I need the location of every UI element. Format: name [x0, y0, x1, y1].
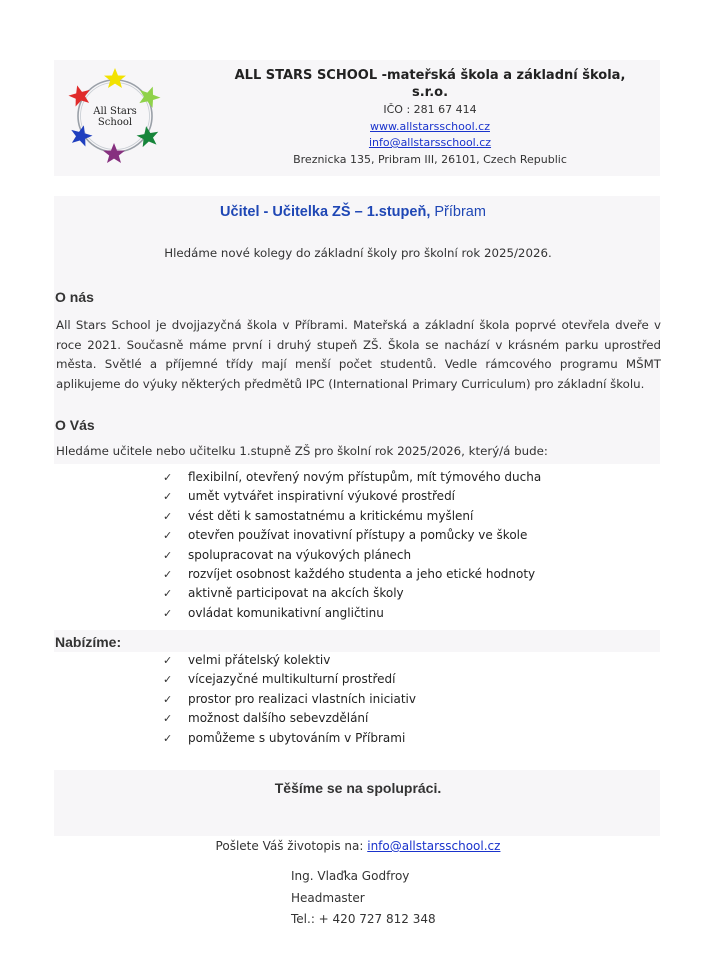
school-name: ALL STARS SCHOOL -mateřská škola a základní škola, s.r.o.	[234, 68, 626, 100]
list-item	[163, 670, 416, 689]
check-icon: ✓	[163, 673, 173, 687]
list-item-text: otevřen používat inovativní přístupy a pomůcky ve škole	[188, 528, 528, 543]
job-title-main: Učitel - Učitelka ZŠ – 1.stupeň,	[220, 204, 431, 220]
job-title	[0, 204, 706, 220]
check-icon: ✓	[163, 712, 173, 726]
check-icon: ✓	[163, 587, 173, 601]
check-icon: ✓	[163, 529, 173, 543]
check-icon: ✓	[163, 509, 173, 523]
signature-role: Headmaster	[291, 891, 365, 905]
list-item	[163, 651, 416, 670]
list-item-text: rozvíjet osobnost každého studenta a jeho etické hodnoty	[188, 566, 536, 581]
check-icon: ✓	[163, 471, 173, 484]
list-item-text: velmi přátelský kolektiv	[188, 653, 331, 667]
star-light-green-icon	[136, 83, 164, 109]
check-icon: ✓	[163, 606, 173, 620]
logo-text-1: All Stars	[93, 106, 137, 117]
star-yellow-icon	[104, 68, 126, 88]
list-item	[163, 546, 541, 565]
cv-email-link[interactable]: info@allstarsschool.cz	[367, 839, 501, 853]
star-purple-icon	[103, 143, 125, 163]
you-text: Hledáme učitele nebo učitelku 1.stupně ZŠ pro školní rok 2025/2026, který/á bude:	[56, 444, 548, 458]
signature-name: Ing. Vlaďka Godfroy	[291, 869, 410, 883]
signature-phone: Tel.: + 420 727 812 348	[291, 912, 436, 926]
company-id: IČO : 281 67 414	[383, 103, 477, 116]
list-item	[163, 604, 541, 623]
list-item	[163, 565, 541, 584]
list-item-text: pomůžeme s ubytováním v Příbrami	[188, 730, 406, 745]
list-item-text: flexibilní, otevřený novým přístupům, mít týmového ducha	[188, 470, 542, 484]
letterhead	[230, 68, 630, 168]
check-icon: ✓	[163, 654, 173, 667]
list-item-text: ovládat komunikativní angličtinu	[188, 605, 384, 620]
about-text: All Stars School je dvojjazyčná škola v Příbrami. Mateřská a základní škola poprvé otevřela dveře v roce 2021. Současně máme první i druhý stupeň ZŠ. Škola se nachází v krásném parku uprostřed města. Světlé a příjemné třídy mají menší počet studentů. Vedle rámcového programu MŠMT aplikujeme do výuky některých předmětů IPC (International Primary Curriculum) pro základní školu.	[56, 318, 661, 392]
requirements-list	[163, 468, 541, 623]
list-item-text: aktivně participovat na akcích školy	[188, 586, 404, 601]
cv-prefix: Pošlete Váš životopis na:	[215, 839, 368, 853]
list-item	[163, 487, 541, 506]
check-icon: ✓	[163, 731, 173, 745]
check-icon: ✓	[163, 490, 173, 504]
cv-line	[0, 839, 706, 853]
list-item-text: možnost dalšího sebevzdělání	[188, 711, 369, 726]
check-icon: ✓	[163, 548, 173, 562]
list-item	[163, 526, 541, 545]
address: Breznicka 135, Pribram III, 26101, Czech Republic	[293, 152, 567, 166]
school-logo	[62, 64, 168, 168]
list-item-text: prostor pro realizaci vlastních iniciativ	[188, 691, 416, 706]
list-item	[163, 584, 541, 603]
list-item-text: spolupracovat na výukových plánech	[188, 547, 412, 562]
list-item	[163, 468, 541, 487]
list-item	[163, 507, 541, 526]
offer-heading: Nabízíme:	[55, 634, 122, 650]
job-location: Příbram	[430, 204, 486, 220]
list-item	[163, 690, 416, 709]
list-item-text: vícejazyčné multikulturní prostředí	[188, 672, 396, 687]
list-item	[163, 709, 416, 728]
closing-text: Těšíme se na spolupráci.	[274, 780, 442, 796]
list-item-text: umět vytvářet inspirativní výukové prostředí	[188, 489, 456, 504]
check-icon: ✓	[163, 567, 173, 581]
logo-text-2: School	[97, 117, 133, 128]
check-icon: ✓	[163, 692, 173, 706]
offer-band	[54, 630, 660, 652]
offer-list	[163, 651, 416, 748]
website-link[interactable]: www.allstarsschool.cz	[370, 119, 490, 133]
list-item-text: vést děti k samostatnému a kritickému myšlení	[188, 508, 474, 523]
email-link[interactable]: info@allstarsschool.cz	[368, 136, 492, 149]
list-item	[163, 729, 416, 748]
you-heading: O Vás	[55, 417, 95, 433]
about-heading: O nás	[55, 289, 94, 305]
intro-text: Hledáme nové kolegy do základní školy pro školní rok 2025/2026.	[164, 246, 552, 260]
